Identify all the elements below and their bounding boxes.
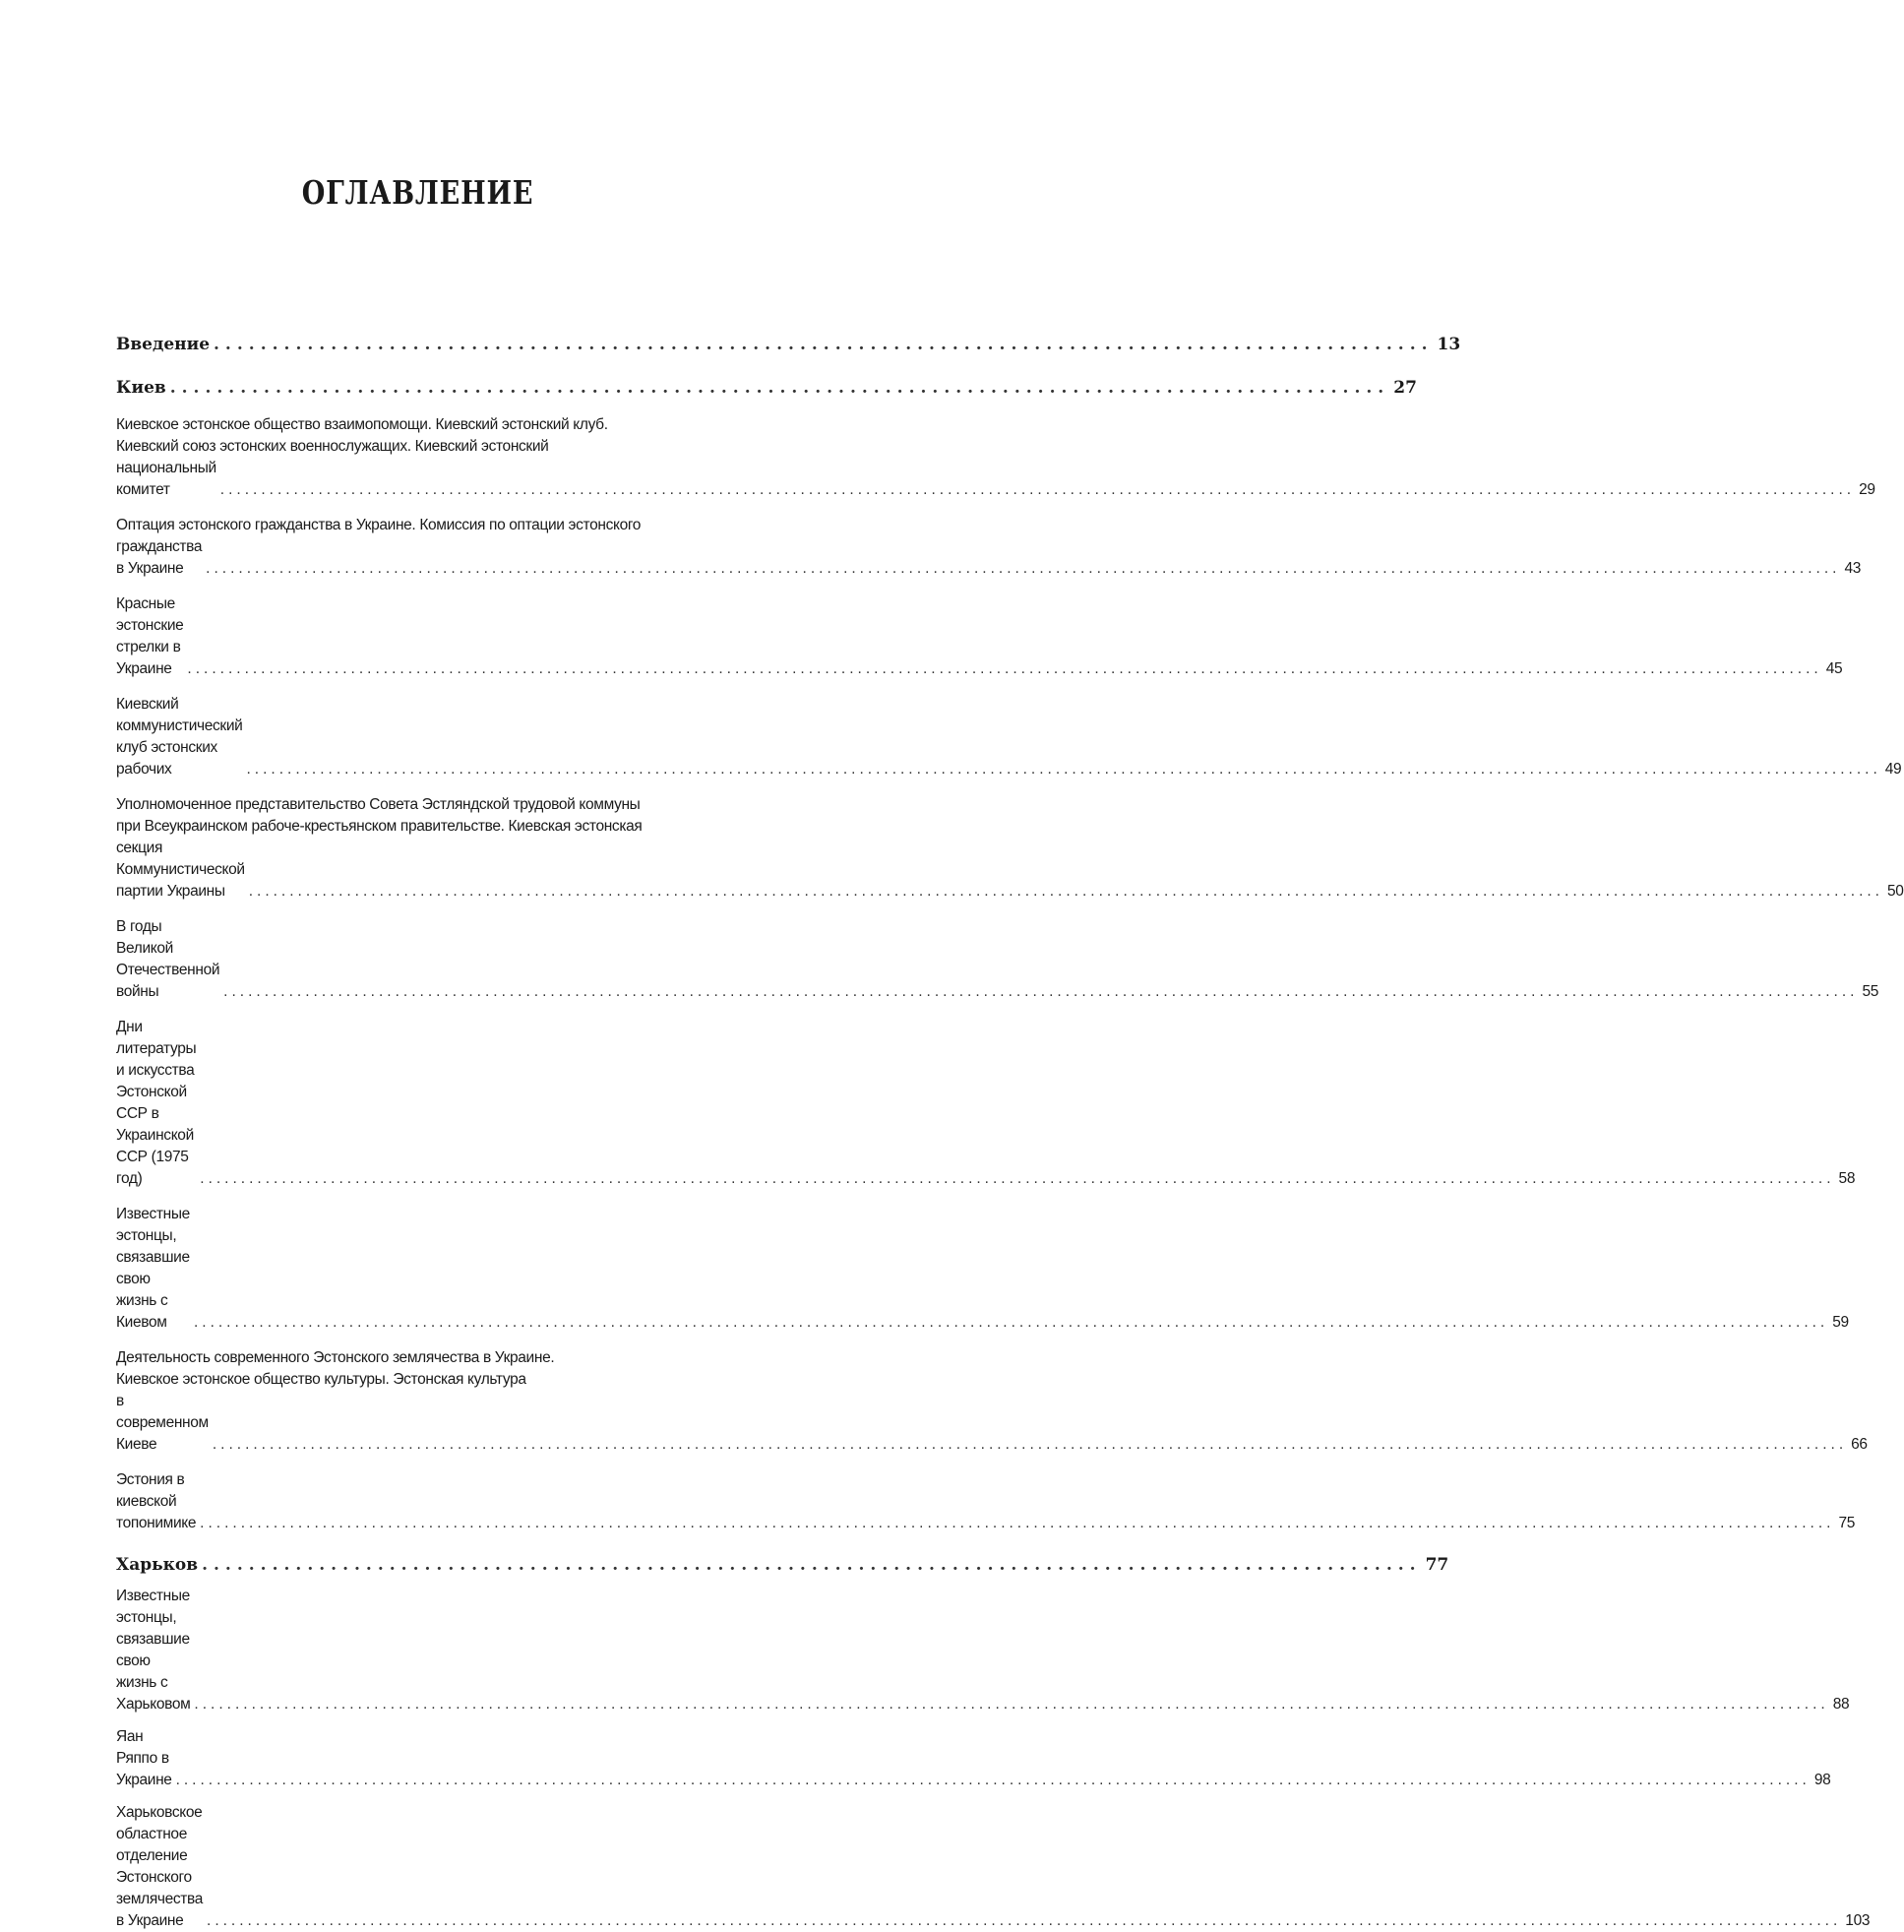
toc-item-line: Известные эстонцы, связавшие свою жизнь с Харьковом [116, 1588, 191, 1713]
toc-page-number: 55 [1862, 983, 1878, 1000]
toc-leader-dots: ........................................................................................................................................................................................................ [223, 983, 1859, 1000]
toc-leader-dots: ........................................................................................................................................................................................................ [246, 761, 1881, 778]
toc-item-line: Красные эстонские стрелки в Украине [116, 595, 184, 677]
toc-item-line: Киевский союз эстонских военнослужащих. Киевский эстонский [116, 438, 549, 455]
toc-item-line: Оптация эстонского гражданства в Украине. Комиссия по оптации эстонского [116, 517, 642, 533]
toc-section-kharkov[interactable] [116, 1552, 1449, 1578]
toc-item[interactable] [116, 1726, 1831, 1791]
toc-kiev-list [116, 414, 1904, 1534]
toc-leader-dots: ........................................................................................................................................................................................................ [193, 1314, 1829, 1331]
toc-page-number: 98 [1813, 1772, 1831, 1788]
toc-page-number: 66 [1851, 1436, 1868, 1453]
toc-item-line: Дни литературы и искусства Эстонской ССР в Украинской ССР (1975 год) [116, 1019, 197, 1187]
toc-item[interactable] [116, 916, 1878, 1003]
toc-page-number: 103 [1845, 1912, 1871, 1929]
toc-item-line: Эстония в киевской топонимике [116, 1471, 197, 1531]
toc-item-line: Киевское эстонское общество культуры. Эстонская культура [116, 1371, 526, 1388]
toc-item[interactable] [116, 1017, 1856, 1190]
toc-leader-dots: ........................................................................................................................................................................................................ [212, 1436, 1848, 1453]
table-of-contents [116, 332, 1904, 1932]
toc-item[interactable] [116, 694, 1902, 780]
toc-item-line: гражданства в Украине [116, 538, 203, 577]
toc-item-line: Известные эстонцы, связавшие свою жизнь с Киевом [116, 1206, 190, 1331]
toc-leader-dots: ........................................................................................................................................................................................................ [219, 481, 1856, 498]
toc-section-intro[interactable] [116, 332, 1461, 357]
toc-item-line: при Всеукраинском рабоче-крестьянском правительстве. Киевская эстонская [116, 818, 643, 835]
toc-section-label: Харьков [116, 1555, 199, 1575]
toc-item[interactable] [116, 515, 1861, 580]
toc-page-number: 75 [1838, 1515, 1855, 1531]
toc-item[interactable] [116, 1347, 1868, 1456]
toc-item-line: Деятельность современного Эстонского землячества в Украине. [116, 1349, 555, 1366]
toc-page-number: 50 [1886, 883, 1904, 900]
toc-section-label: Введение [116, 335, 211, 354]
toc-page-number: 27 [1393, 378, 1417, 398]
toc-item[interactable] [116, 1204, 1849, 1334]
toc-item-line: секция Коммунистической партии Украины [116, 840, 245, 900]
toc-item[interactable] [116, 1469, 1855, 1534]
toc-leader-dots: ........................................................................................................................................................................................................ [175, 1772, 1811, 1788]
toc-item[interactable] [116, 593, 1843, 680]
toc-item-line: Киевский коммунистический клуб эстонских рабочих [116, 696, 243, 778]
toc-item-line: Киевское эстонское общество взаимопомощи. Киевский эстонский клуб. [116, 416, 608, 433]
toc-leader-dots: ........................................................................................................................................................................................................ [187, 660, 1822, 677]
toc-leader-dots: ........................................................................................................................................................................................................ [206, 560, 1841, 577]
page-title: ОГЛАВЛЕНИЕ [301, 173, 534, 212]
toc-leader-dots: ........................................................................................................ [214, 335, 1434, 354]
toc-item-line: Яан Ряппо в Украине [116, 1728, 172, 1788]
toc-item-line: в современном Киеве [116, 1393, 209, 1453]
toc-leader-dots: ........................................................................................................ [169, 378, 1390, 398]
toc-section-label: Киев [116, 378, 166, 398]
toc-kharkov-list [116, 1586, 1871, 1932]
toc-item[interactable] [116, 1586, 1850, 1715]
toc-item[interactable] [116, 414, 1875, 501]
toc-page-number: 77 [1425, 1555, 1449, 1575]
toc-page-number: 29 [1859, 481, 1875, 498]
toc-leader-dots: ........................................................................................................ [202, 1555, 1422, 1575]
toc-section-kiev[interactable] [116, 375, 1417, 401]
toc-item[interactable] [116, 794, 1904, 903]
toc-leader-dots: ........................................................................................................................................................................................................ [200, 1170, 1835, 1187]
toc-page-number: 13 [1437, 335, 1461, 354]
toc-leader-dots: ........................................................................................................................................................................................................ [248, 883, 1883, 900]
toc-page-number: 43 [1844, 560, 1861, 577]
toc-page-number: 59 [1832, 1314, 1849, 1331]
toc-page-number: 45 [1825, 660, 1843, 677]
toc-leader-dots: ........................................................................................................................................................................................................ [207, 1912, 1842, 1929]
toc-leader-dots: ........................................................................................................................................................................................................ [194, 1696, 1829, 1713]
toc-item-line: национальный комитет [116, 460, 216, 498]
toc-leader-dots: ........................................................................................................................................................................................................ [200, 1515, 1835, 1531]
toc-item-line: Уполномоченное представительство Совета Эстляндской трудовой коммуны [116, 796, 641, 813]
toc-page-number: 88 [1832, 1696, 1850, 1713]
toc-item-line: Харьковское областное отделение Эстонского землячества в Украине [116, 1804, 204, 1929]
toc-item[interactable] [116, 1802, 1871, 1932]
toc-page-number: 58 [1838, 1170, 1856, 1187]
toc-page-number: 49 [1884, 761, 1902, 778]
toc-item-line: В годы Великой Отечественной войны [116, 918, 220, 1000]
